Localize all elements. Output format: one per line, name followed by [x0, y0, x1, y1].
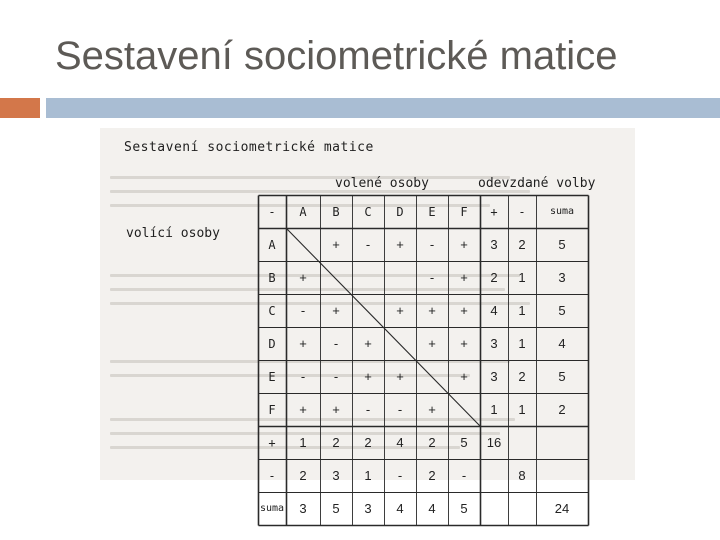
- matrix-cell: -: [333, 336, 339, 351]
- matrix-cell: 4: [558, 336, 566, 351]
- matrix-cell: [508, 426, 536, 459]
- column-header: D: [396, 204, 404, 219]
- column-header: suma: [549, 206, 575, 217]
- matrix-cell: 3: [332, 468, 340, 483]
- matrix-cell: 8: [518, 468, 526, 483]
- matrix-cell: [384, 261, 416, 294]
- matrix-cell: -: [333, 369, 339, 384]
- matrix-cell: 4: [396, 435, 404, 450]
- matrix-cell: [448, 393, 480, 426]
- matrix-cell: 5: [460, 501, 468, 516]
- matrix-cell: +: [428, 336, 436, 351]
- matrix-cell: 1: [518, 402, 526, 417]
- column-header: F: [460, 204, 468, 219]
- matrix-cell: 5: [558, 237, 566, 252]
- matrix-cell: 2: [518, 369, 526, 384]
- row-header: +: [268, 435, 276, 450]
- column-header: E: [428, 204, 436, 219]
- matrix-cell: [480, 459, 508, 492]
- matrix-cell: 4: [428, 501, 436, 516]
- matrix-cell: -: [365, 402, 371, 417]
- matrix-cell: [320, 261, 352, 294]
- matrix-cell: 4: [396, 501, 404, 516]
- matrix-cell: 2: [490, 270, 498, 285]
- matrix-cell: -: [397, 468, 403, 483]
- column-header: -: [268, 204, 276, 219]
- row-header: suma: [259, 503, 285, 514]
- matrix-cell: +: [428, 402, 436, 417]
- matrix-cell: +: [299, 402, 307, 417]
- matrix-cell: +: [396, 237, 404, 252]
- row-header: D: [268, 336, 276, 351]
- matrix-cell: +: [332, 237, 340, 252]
- column-header: A: [299, 204, 307, 219]
- matrix-cell: 3: [558, 270, 566, 285]
- matrix-cell: 2: [299, 468, 307, 483]
- row-header: -: [268, 468, 276, 483]
- row-header: A: [268, 237, 276, 252]
- matrix-cell: [384, 327, 416, 360]
- column-header: C: [364, 204, 372, 219]
- matrix-cell: 1: [518, 270, 526, 285]
- matrix-cell: +: [396, 303, 404, 318]
- matrix-cell: 1: [364, 468, 372, 483]
- accent-bar-orange: [0, 98, 40, 118]
- matrix-cell: -: [365, 237, 371, 252]
- matrix-cell: [536, 426, 588, 459]
- row-header: E: [268, 369, 276, 384]
- matrix-cell: -: [429, 237, 435, 252]
- matrix-cell: 5: [332, 501, 340, 516]
- matrix-cell: +: [460, 303, 468, 318]
- matrix-cell: +: [460, 237, 468, 252]
- matrix-cell: 2: [332, 435, 340, 450]
- matrix-cell: +: [299, 336, 307, 351]
- matrix-cell: 5: [558, 303, 566, 318]
- matrix-cell: +: [428, 303, 436, 318]
- matrix-cell: 5: [460, 435, 468, 450]
- given-votes-label: odevzdané volby: [478, 176, 596, 191]
- choosing-persons-label: volící osoby: [126, 226, 220, 241]
- column-header: +: [490, 204, 498, 219]
- matrix-cell: -: [397, 402, 403, 417]
- matrix-cell: +: [460, 336, 468, 351]
- matrix-cell: 24: [554, 501, 570, 516]
- sociometric-matrix: [258, 195, 588, 525]
- matrix-cell: [286, 228, 320, 261]
- row-header: C: [268, 303, 276, 318]
- matrix-cell: 2: [428, 435, 436, 450]
- slide-title: Sestavení sociometrické matice: [55, 34, 618, 78]
- matrix-cell: 2: [364, 435, 372, 450]
- matrix-cell: [480, 492, 508, 525]
- scanned-matrix-image: [100, 128, 635, 516]
- matrix-cell: 2: [518, 237, 526, 252]
- matrix-cell: 3: [490, 237, 498, 252]
- matrix-cell: 2: [558, 402, 566, 417]
- matrix-cell: 3: [490, 369, 498, 384]
- column-header: B: [332, 204, 340, 219]
- matrix-cell: +: [332, 303, 340, 318]
- matrix-cell: -: [461, 468, 467, 483]
- matrix-cell: [508, 492, 536, 525]
- matrix-cell: 16: [486, 435, 502, 450]
- matrix-cell: 3: [364, 501, 372, 516]
- matrix-cell: +: [396, 369, 404, 384]
- matrix-cell: +: [332, 402, 340, 417]
- matrix-cell: 1: [518, 303, 526, 318]
- matrix-cell: +: [299, 270, 307, 285]
- column-header: -: [518, 204, 526, 219]
- matrix-cell: 1: [518, 336, 526, 351]
- matrix-cell: [416, 360, 448, 393]
- matrix-cell: 4: [490, 303, 498, 318]
- matrix-cell: 3: [490, 336, 498, 351]
- row-header: B: [268, 270, 276, 285]
- scan-title: Sestavení sociometrické matice: [124, 140, 374, 155]
- matrix-cell: 3: [299, 501, 307, 516]
- matrix-cell: 2: [428, 468, 436, 483]
- matrix-cell: +: [460, 270, 468, 285]
- matrix-cell: +: [364, 369, 372, 384]
- matrix-cell: +: [364, 336, 372, 351]
- row-header: F: [268, 402, 276, 417]
- matrix-cell: 5: [558, 369, 566, 384]
- matrix-cell: 1: [490, 402, 498, 417]
- matrix-cell: [536, 459, 588, 492]
- matrix-cell: -: [300, 303, 306, 318]
- matrix-cell: +: [460, 369, 468, 384]
- matrix-cell: 1: [299, 435, 307, 450]
- matrix-cell: -: [300, 369, 306, 384]
- accent-bar-blue: [46, 98, 720, 118]
- matrix-cell: -: [429, 270, 435, 285]
- chosen-persons-label: volené osoby: [335, 176, 429, 191]
- matrix-cell: [352, 294, 384, 327]
- matrix-cell: [352, 261, 384, 294]
